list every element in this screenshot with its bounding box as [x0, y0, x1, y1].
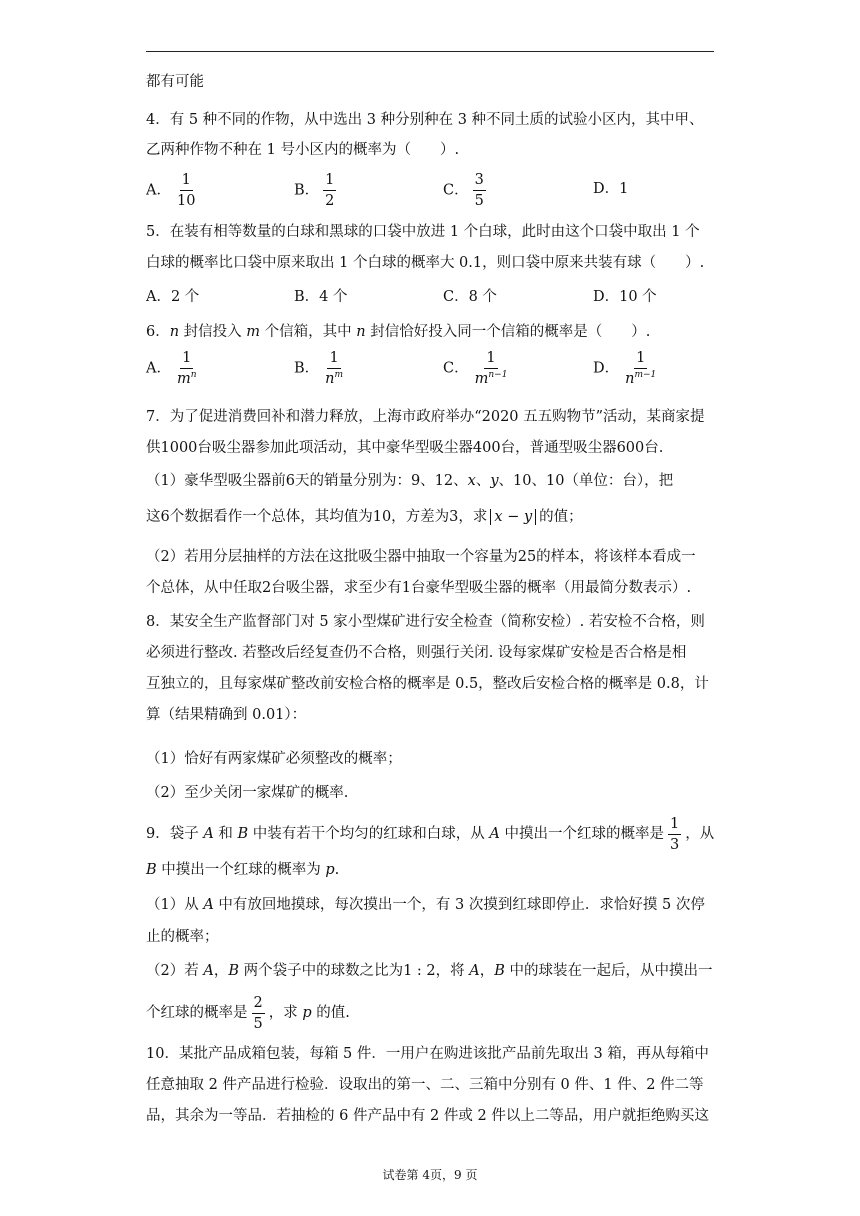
page-footer: 试卷第 4页，9 页 — [382, 1168, 478, 1182]
q5-option-d: D．10 个 — [593, 289, 657, 305]
abs-expression: x − y — [490, 509, 536, 525]
q10-line1: 10．某批产品成箱包装，每箱 5 件．一用户在购进该批产品前先取出 3 箱，再从每箱中 — [146, 1046, 709, 1062]
q6-line1: 6．n 封信投入 m 个信箱，其中 n 封信恰好投入同一个信箱的概率是（ ）. — [146, 324, 651, 340]
q7-line2: 供1000台吸尘器参加此项活动，其中豪华型吸尘器400台，普通型吸尘器600台. — [146, 440, 664, 456]
q9-line2: B 中摸出一个红球的概率为 p. — [146, 862, 340, 878]
q4-line1: 4．有 5 种不同的作物，从中选出 3 种分别种在 3 种不同土质的试验小区内，其中甲、 — [146, 112, 704, 128]
q4-option-a: A． $\frac{1}{10}$ — [146, 172, 196, 209]
q9-sub2-line1: （2）若 A，B 两个袋子中的球数之比为1 : 2，将 A，B 中的球装在一起后，从中摸出一 — [146, 963, 713, 979]
q7-line1: 7．为了促进消费回补和潜力释放，上海市政府举办“2020 五五购物节”活动，某商家提 — [146, 409, 705, 425]
q7-sub2-line1: （2）若用分层抽样的方法在这批吸尘器中抽取一个容量为25的样本，将该样本看成一 — [146, 549, 696, 565]
q9-sub2-line2: 个红球的概率是 $\frac{2}{5}$ ，求 p 的值. — [146, 994, 350, 1032]
q9-line1: 9．袋子 A 和 B 中装有若干个均匀的红球和白球，从 A 中摸出一个红球的概率是 $\frac{1}{3}$ ，从 — [146, 815, 715, 853]
q5-line1: 5．在装有相等数量的白球和黑球的口袋中放进 1 个白球，此时由这个口袋中取出 1 个 — [146, 224, 700, 240]
q8-sub1: （1）恰好有两家煤矿必须整改的概率； — [146, 751, 402, 767]
q4-option-d: D．1 — [593, 181, 629, 197]
q9-sub1-line2: 止的概率； — [146, 929, 219, 945]
q8-sub2: （2）至少关闭一家煤矿的概率. — [146, 785, 349, 801]
header-rule — [146, 51, 714, 52]
q8-line1: 8．某安全生产监督部门对 5 家小型煤矿进行安全检查（简称安检）. 若安检不合格，则 — [146, 614, 705, 630]
q8-line2: 必须进行整改. 若整改后经复查仍不合格，则强行关闭. 设每家煤矿安检是否合格是相 — [146, 645, 687, 661]
q7-sub1-line1: （1）豪华型吸尘器前6天的销量分别为：9、12、x、y、10、10（单位：台），把 — [146, 473, 674, 489]
q6-option-c: C． $\frac{1}{m^{n-1}}$ — [443, 350, 508, 387]
q4-option-b: B． $\frac{1}{2}$ — [294, 172, 335, 209]
q7-sub1-line2: 这6个数据看作一个总体，其均值为10，方差为3，求 x − y 的值； — [146, 509, 583, 525]
q6-option-a: A． $\frac{1}{m^n}$ — [146, 350, 197, 387]
q8-line3: 互独立的，且每家煤矿整改前安检合格的概率是 0.5，整改后安检合格的概率是 0.8，计 — [146, 676, 709, 692]
q4-line2: 乙两种作物不种在 1 号小区内的概率为（ ）. — [146, 142, 460, 158]
q6-option-b: B． $\frac{1}{n^m}$ — [294, 350, 344, 387]
q5-line2: 白球的概率比口袋中原来取出 1 个白球的概率大 0.1，则口袋中原来共装有球（ ）. — [146, 255, 705, 271]
q5-option-c: C．8 个 — [443, 289, 497, 305]
q6-option-d: D． $\frac{1}{n^{m-1}}$ — [593, 350, 657, 387]
continuation-text: 都有可能 — [146, 74, 204, 90]
q4-option-c: C． $\frac{3}{5}$ — [443, 172, 484, 209]
q10-line3: 品，其余为一等品．若抽检的 6 件产品中有 2 件或 2 件以上二等品，用户就拒绝购买这 — [146, 1108, 709, 1124]
q7-sub2-line2: 个总体，从中任取2台吸尘器，求至少有1台豪华型吸尘器的概率（用最简分数表示）. — [146, 580, 692, 596]
q5-option-b: B．4 个 — [294, 289, 348, 305]
q8-line4: 算（结果精确到 0.01）： — [146, 707, 307, 723]
q10-line2: 任意抽取 2 件产品进行检验．设取出的第一、二、三箱中分别有 0 件、1 件、2 件二等 — [146, 1077, 704, 1093]
q5-option-a: A．2 个 — [146, 289, 200, 305]
q9-sub1-line1: （1）从 A 中有放回地摸球，每次摸出一个，有 3 次摸到红球即停止．求恰好摸 5 次停 — [146, 897, 705, 913]
